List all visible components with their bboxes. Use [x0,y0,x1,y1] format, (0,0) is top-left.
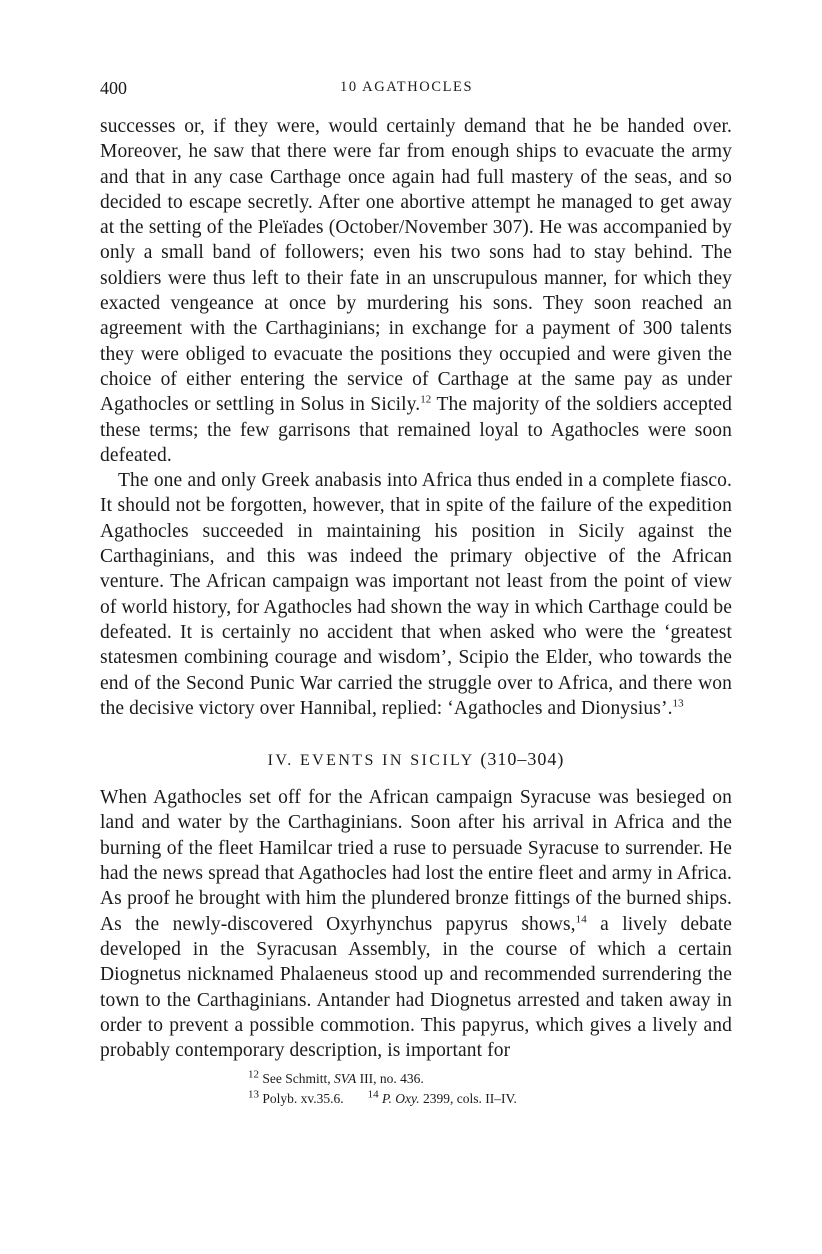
paragraph-3-text-a: When Agathocles set off for the African campaign Syracuse was besieged on land and water by the Carthaginians. Soon after his arrival in Africa and the burning of the fleet Hamilcar tried a ruse to persuade Syracuse to surrender. He had the news spread that Agathocles had lost the entire fleet and army in Africa. As proof he brought with him the plundered bronze fittings of the burned ships. As the newly-discovered Oxyrhynchus papyrus shows, [100,787,732,935]
footnote-12-italic: SVA [334,1071,357,1087]
section-heading-label: IV. EVENTS IN SICILY [267,752,474,770]
footnotes [100,1069,732,1109]
footnote-ref-12[interactable]: 12 [420,393,432,406]
footnote-14-number: 14 [367,1088,379,1101]
running-title: 10 AGATHOCLES [340,79,474,95]
paragraph-3 [100,785,732,1063]
footnote-13-text: Polyb. xv.35.6. [262,1091,344,1107]
paragraph-1 [100,114,732,468]
footnote-12 [248,1069,732,1089]
footnote-13-14-line [248,1089,732,1109]
footnote-14-post: 2399, cols. II–IV. [419,1091,517,1107]
footnote-12-pre: See Schmitt, [262,1071,334,1087]
section-heading [100,747,732,773]
section-heading-dates: (310–304) [480,749,565,770]
paragraph-2-text: The one and only Greek anabasis into Africa thus ended in a complete fiasco. It should not be forgotten, however, that in spite of the failure of the expedition Agathocles succeeded in maintaining his position in Sicily against the Carthaginians, and this was indeed the primary objective of the African venture. The African campaign was important not least from the point of view of world history, for Agathocles had shown the way in which Carthage could be defeated. It is certainly no accident that when asked who were the ‘greatest statesmen combining courage and wisdom’, Scipio the Elder, who towards the end of the Second Punic War carried the struggle over to Africa, and there won the decisive victory over Hannibal, replied: ‘Agathocles and Dionysius’. [100,470,732,719]
running-head [100,78,732,102]
footnote-12-post: III, no. 436. [356,1071,424,1087]
footnote-12-number: 12 [248,1068,259,1081]
page-number: 400 [100,78,127,98]
footnote-14-italic: P. Oxy. [382,1091,420,1107]
paragraph-2 [100,468,732,721]
paragraph-3-text-b: a lively debate developed in the Syracusan Assembly, in the course of which a certain Diognetus nicknamed Phalaeneus stood up and recommended surrendering the town to the Carthaginians. Antander had Diognetus arrested and taken away in order to prevent a possible commotion. This papyrus, which gives a lively and probably contemporary description, is important for [100,913,732,1062]
footnote-ref-13[interactable]: 13 [672,697,684,710]
paragraph-1-text-a: successes or, if they were, would certainly demand that he be handed over. Moreover, he saw that there were far from enough ships to evacuate the army and that in any case Carthage once again had full mastery of the seas, and so decided to escape secretly. After one abortive attempt he managed to get away at the setting of the Pleïades (October/November 307). He was accompanied by only a small band of followers; even his two sons had to stay behind. The soldiers were thus left to their fate in an unscrupulous manner, for which they exacted vengeance at once by murdering his sons. They soon reached an agreement with the Carthaginians; in exchange for a payment of 300 talents they were obliged to evacuate the positions they occupied and were given the choice of either entering the service of Carthage at the same pay as under Agathocles or settling in Solus in Sicily. [100,116,732,416]
book-page [100,78,732,1109]
footnote-13-number: 13 [248,1088,259,1101]
footnote-ref-14[interactable]: 14 [575,913,587,926]
paragraph-1-text-b: The majority of the soldiers accepted these terms; the few garrisons that remained loyal to Agathocles were soon defeated. [100,394,732,466]
